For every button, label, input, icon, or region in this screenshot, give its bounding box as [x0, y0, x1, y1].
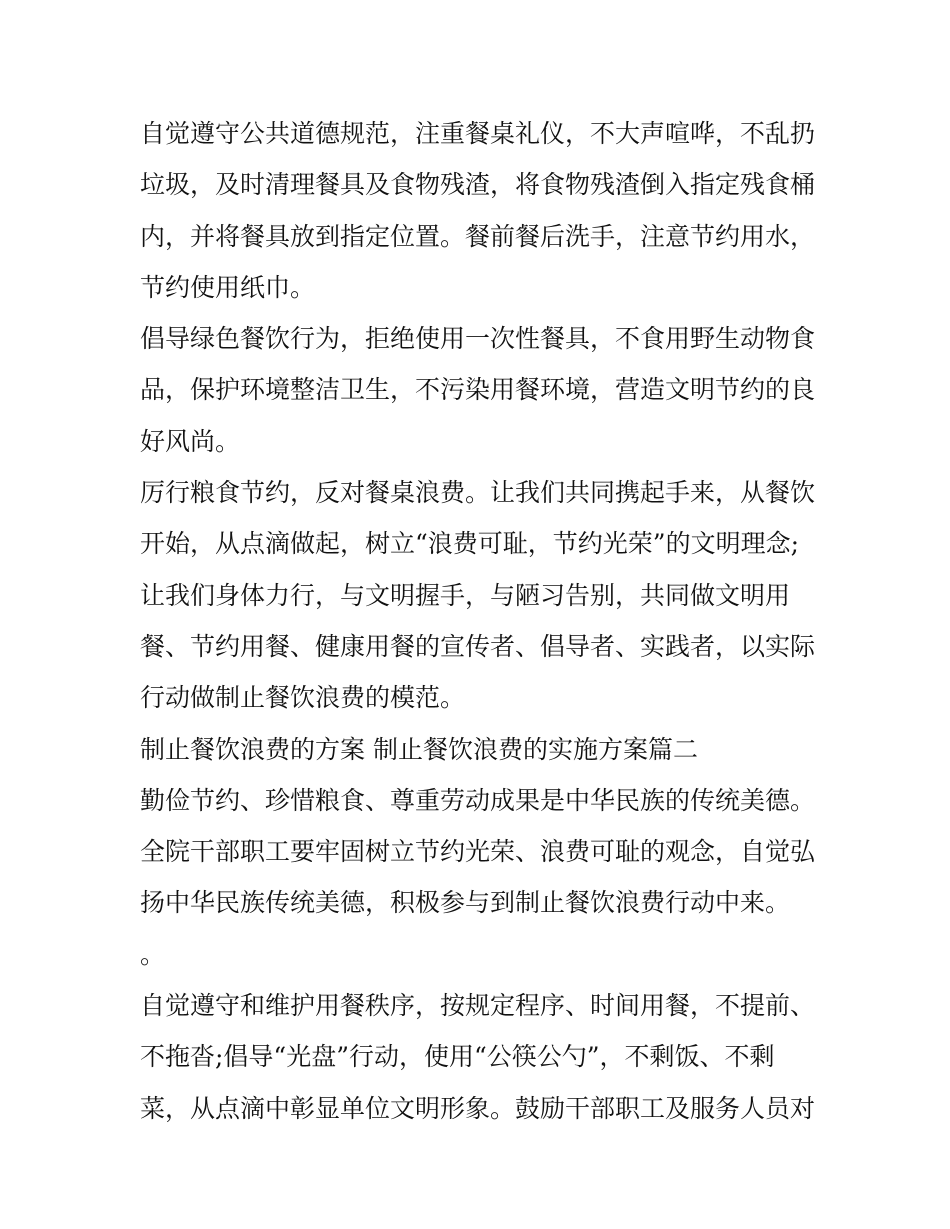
text-line: 内，并将餐具放到指定位置。餐前餐后洗手，注意节约用水，: [140, 221, 816, 251]
text-line: 全院干部职工要牢固树立节约光荣、浪费可耻的观念，自觉弘: [140, 837, 816, 867]
text-line: 厉行粮食节约，反对餐桌浪费。让我们共同携起手来，从餐饮: [140, 478, 816, 508]
text-line: 好风尚。: [140, 426, 241, 456]
section-heading: 制止餐饮浪费的方案 制止餐饮浪费的实施方案篇二: [140, 734, 698, 764]
text-line: 自觉遵守公共道德规范，注重餐桌礼仪，不大声喧哗，不乱扔: [140, 119, 816, 148]
text-line: 餐、节约用餐、健康用餐的宣传者、倡导者、实践者，以实际: [140, 631, 816, 661]
text-line: 倡导绿色餐饮行为，拒绝使用一次性餐具，不食用野生动物食: [140, 324, 816, 354]
text-line: 行动做制止餐饮浪费的模范。: [140, 683, 466, 713]
text-line: 品，保护环境整洁卫生，不污染用餐环境，营造文明节约的良: [140, 375, 816, 405]
text-line: 勤俭节约、珍惜粮食、尊重劳动成果是中华民族的传统美德。: [140, 785, 816, 815]
document-body: [140, 108, 830, 1134]
text-line: 开始，从点滴做起，树立“浪费可耻，节约光荣”的文明理念;: [140, 529, 799, 559]
text-line: 。: [140, 939, 166, 969]
text-line: 节约使用纸巾。: [140, 272, 316, 302]
text-line: 菜，从点滴中彰显单位文明形象。鼓励干部职工及服务人员对: [140, 1093, 816, 1123]
text-line: 不拖沓;倡导“光盘”行动，使用“公筷公勺”，不剩饭、不剩: [140, 1042, 775, 1072]
text-line: 垃圾，及时清理餐具及食物残渣，将食物残渣倒入指定残食桶: [140, 170, 816, 200]
text-line: 扬中华民族传统美德，积极参与到制止餐饮浪费行动中来。: [140, 888, 791, 918]
text-line: 让我们身体力行，与文明握手，与陋习告别，共同做文明用: [140, 580, 791, 610]
text-line: 自觉遵守和维护用餐秩序，按规定程序、时间用餐，不提前、: [140, 991, 816, 1021]
